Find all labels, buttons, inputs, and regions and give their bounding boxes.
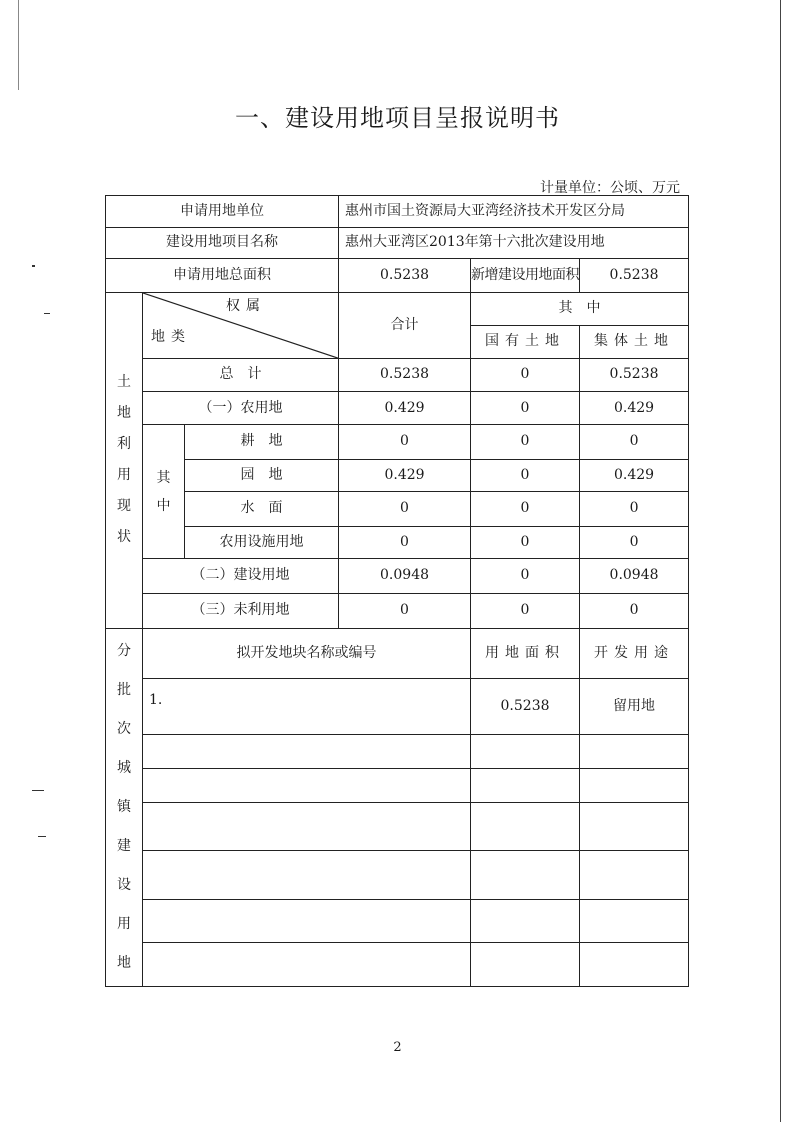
batch-section-label xyxy=(106,628,143,986)
row-label: （三）未利用地 xyxy=(143,593,339,628)
collective-cell: 0 xyxy=(580,526,689,559)
landtype-label: 地类 xyxy=(151,329,191,346)
area-header: 用地面积 xyxy=(471,628,580,679)
sum-header: 合计 xyxy=(339,292,471,358)
total-cell: 0 xyxy=(339,492,471,527)
collective-cell: 0.5238 xyxy=(580,358,689,392)
batch-section-text: 分 批 次 城 镇 建 设 用 地 xyxy=(117,642,131,971)
column-header-row xyxy=(106,292,689,326)
total-cell: 0.5238 xyxy=(339,358,471,392)
state-land-header: 国有土地 xyxy=(471,326,580,359)
collective-cell: 0.429 xyxy=(580,392,689,425)
project-row xyxy=(106,227,689,259)
scan-speck xyxy=(38,836,46,837)
land-use-form xyxy=(105,195,689,987)
collective-cell: 0.0948 xyxy=(580,559,689,594)
applicant-label: 申请用地单位 xyxy=(106,196,339,228)
table-row xyxy=(106,559,689,594)
state-cell: 0 xyxy=(471,492,580,527)
table-row xyxy=(106,425,689,460)
state-cell: 0 xyxy=(471,593,580,628)
purpose-header: 开发用途 xyxy=(580,628,689,679)
row-label: 总 计 xyxy=(143,358,339,392)
total-cell: 0 xyxy=(339,425,471,460)
land-use-section-text: 土 地 利 用 现 状 xyxy=(117,374,131,546)
table-row xyxy=(106,459,689,492)
table-row xyxy=(106,358,689,392)
scan-speck xyxy=(32,790,44,791)
row-label: （二）建设用地 xyxy=(143,559,339,594)
scan-speck xyxy=(44,313,50,314)
table-row xyxy=(106,392,689,425)
row-label: 水 面 xyxy=(185,492,339,527)
total-area-label: 申请用地总面积 xyxy=(106,259,339,293)
ownership-label: 权属 xyxy=(226,297,267,314)
subgroup-label xyxy=(143,425,185,559)
total-cell: 0.429 xyxy=(339,392,471,425)
area-row xyxy=(106,259,689,293)
scan-edge-line-left xyxy=(18,0,19,90)
row-label: （一）农用地 xyxy=(143,392,339,425)
empty-row xyxy=(106,735,689,769)
new-area-label: 新增建设用地面积 xyxy=(471,259,580,293)
diagonal-header-cell xyxy=(143,292,339,358)
empty-row xyxy=(106,900,689,943)
scan-speck xyxy=(32,265,35,267)
scan-edge-line xyxy=(780,0,781,1122)
parcel-header: 拟开发地块名称或编号 xyxy=(143,628,471,679)
total-area-value: 0.5238 xyxy=(339,259,471,293)
new-area-value: 0.5238 xyxy=(580,259,689,293)
empty-row xyxy=(106,851,689,900)
project-value: 惠州大亚湾区2013年第十六批次建设用地 xyxy=(339,227,689,259)
batch-header-row xyxy=(106,628,689,679)
page-number: 2 xyxy=(393,1040,402,1055)
state-cell: 0 xyxy=(471,559,580,594)
document-title: 一、建设用地项目呈报说明书 xyxy=(235,104,560,132)
subgroup-text: 其 中 xyxy=(156,469,171,514)
state-cell: 0 xyxy=(471,459,580,492)
table-row xyxy=(106,526,689,559)
state-cell: 0 xyxy=(471,392,580,425)
row-label: 园 地 xyxy=(185,459,339,492)
state-cell: 0 xyxy=(471,425,580,460)
parcel-purpose-cell: 留用地 xyxy=(580,679,689,735)
parcel-name-cell: 1. xyxy=(143,679,471,735)
empty-row xyxy=(106,943,689,987)
row-label: 农用设施用地 xyxy=(185,526,339,559)
parcel-area-cell: 0.5238 xyxy=(471,679,580,735)
of-which-header: 其 中 xyxy=(471,292,689,326)
collective-cell: 0.429 xyxy=(580,459,689,492)
applicant-value: 惠州市国土资源局大亚湾经济技术开发区分局 xyxy=(339,196,689,228)
collective-cell: 0 xyxy=(580,492,689,527)
total-cell: 0 xyxy=(339,593,471,628)
state-cell: 0 xyxy=(471,358,580,392)
table-row xyxy=(106,492,689,527)
applicant-row xyxy=(106,196,689,228)
empty-row xyxy=(106,769,689,803)
table-row xyxy=(106,679,689,735)
total-cell: 0 xyxy=(339,526,471,559)
land-use-section-label xyxy=(106,292,143,628)
unit-note: 计量单位：公顷、万元 xyxy=(540,180,680,196)
row-label: 耕 地 xyxy=(185,425,339,460)
total-cell: 0.0948 xyxy=(339,559,471,594)
project-label: 建设用地项目名称 xyxy=(106,227,339,259)
state-cell: 0 xyxy=(471,526,580,559)
collective-cell: 0 xyxy=(580,593,689,628)
collective-cell: 0 xyxy=(580,425,689,460)
table-row xyxy=(106,593,689,628)
collective-land-header: 集体土地 xyxy=(580,326,689,359)
empty-row xyxy=(106,802,689,851)
total-cell: 0.429 xyxy=(339,459,471,492)
